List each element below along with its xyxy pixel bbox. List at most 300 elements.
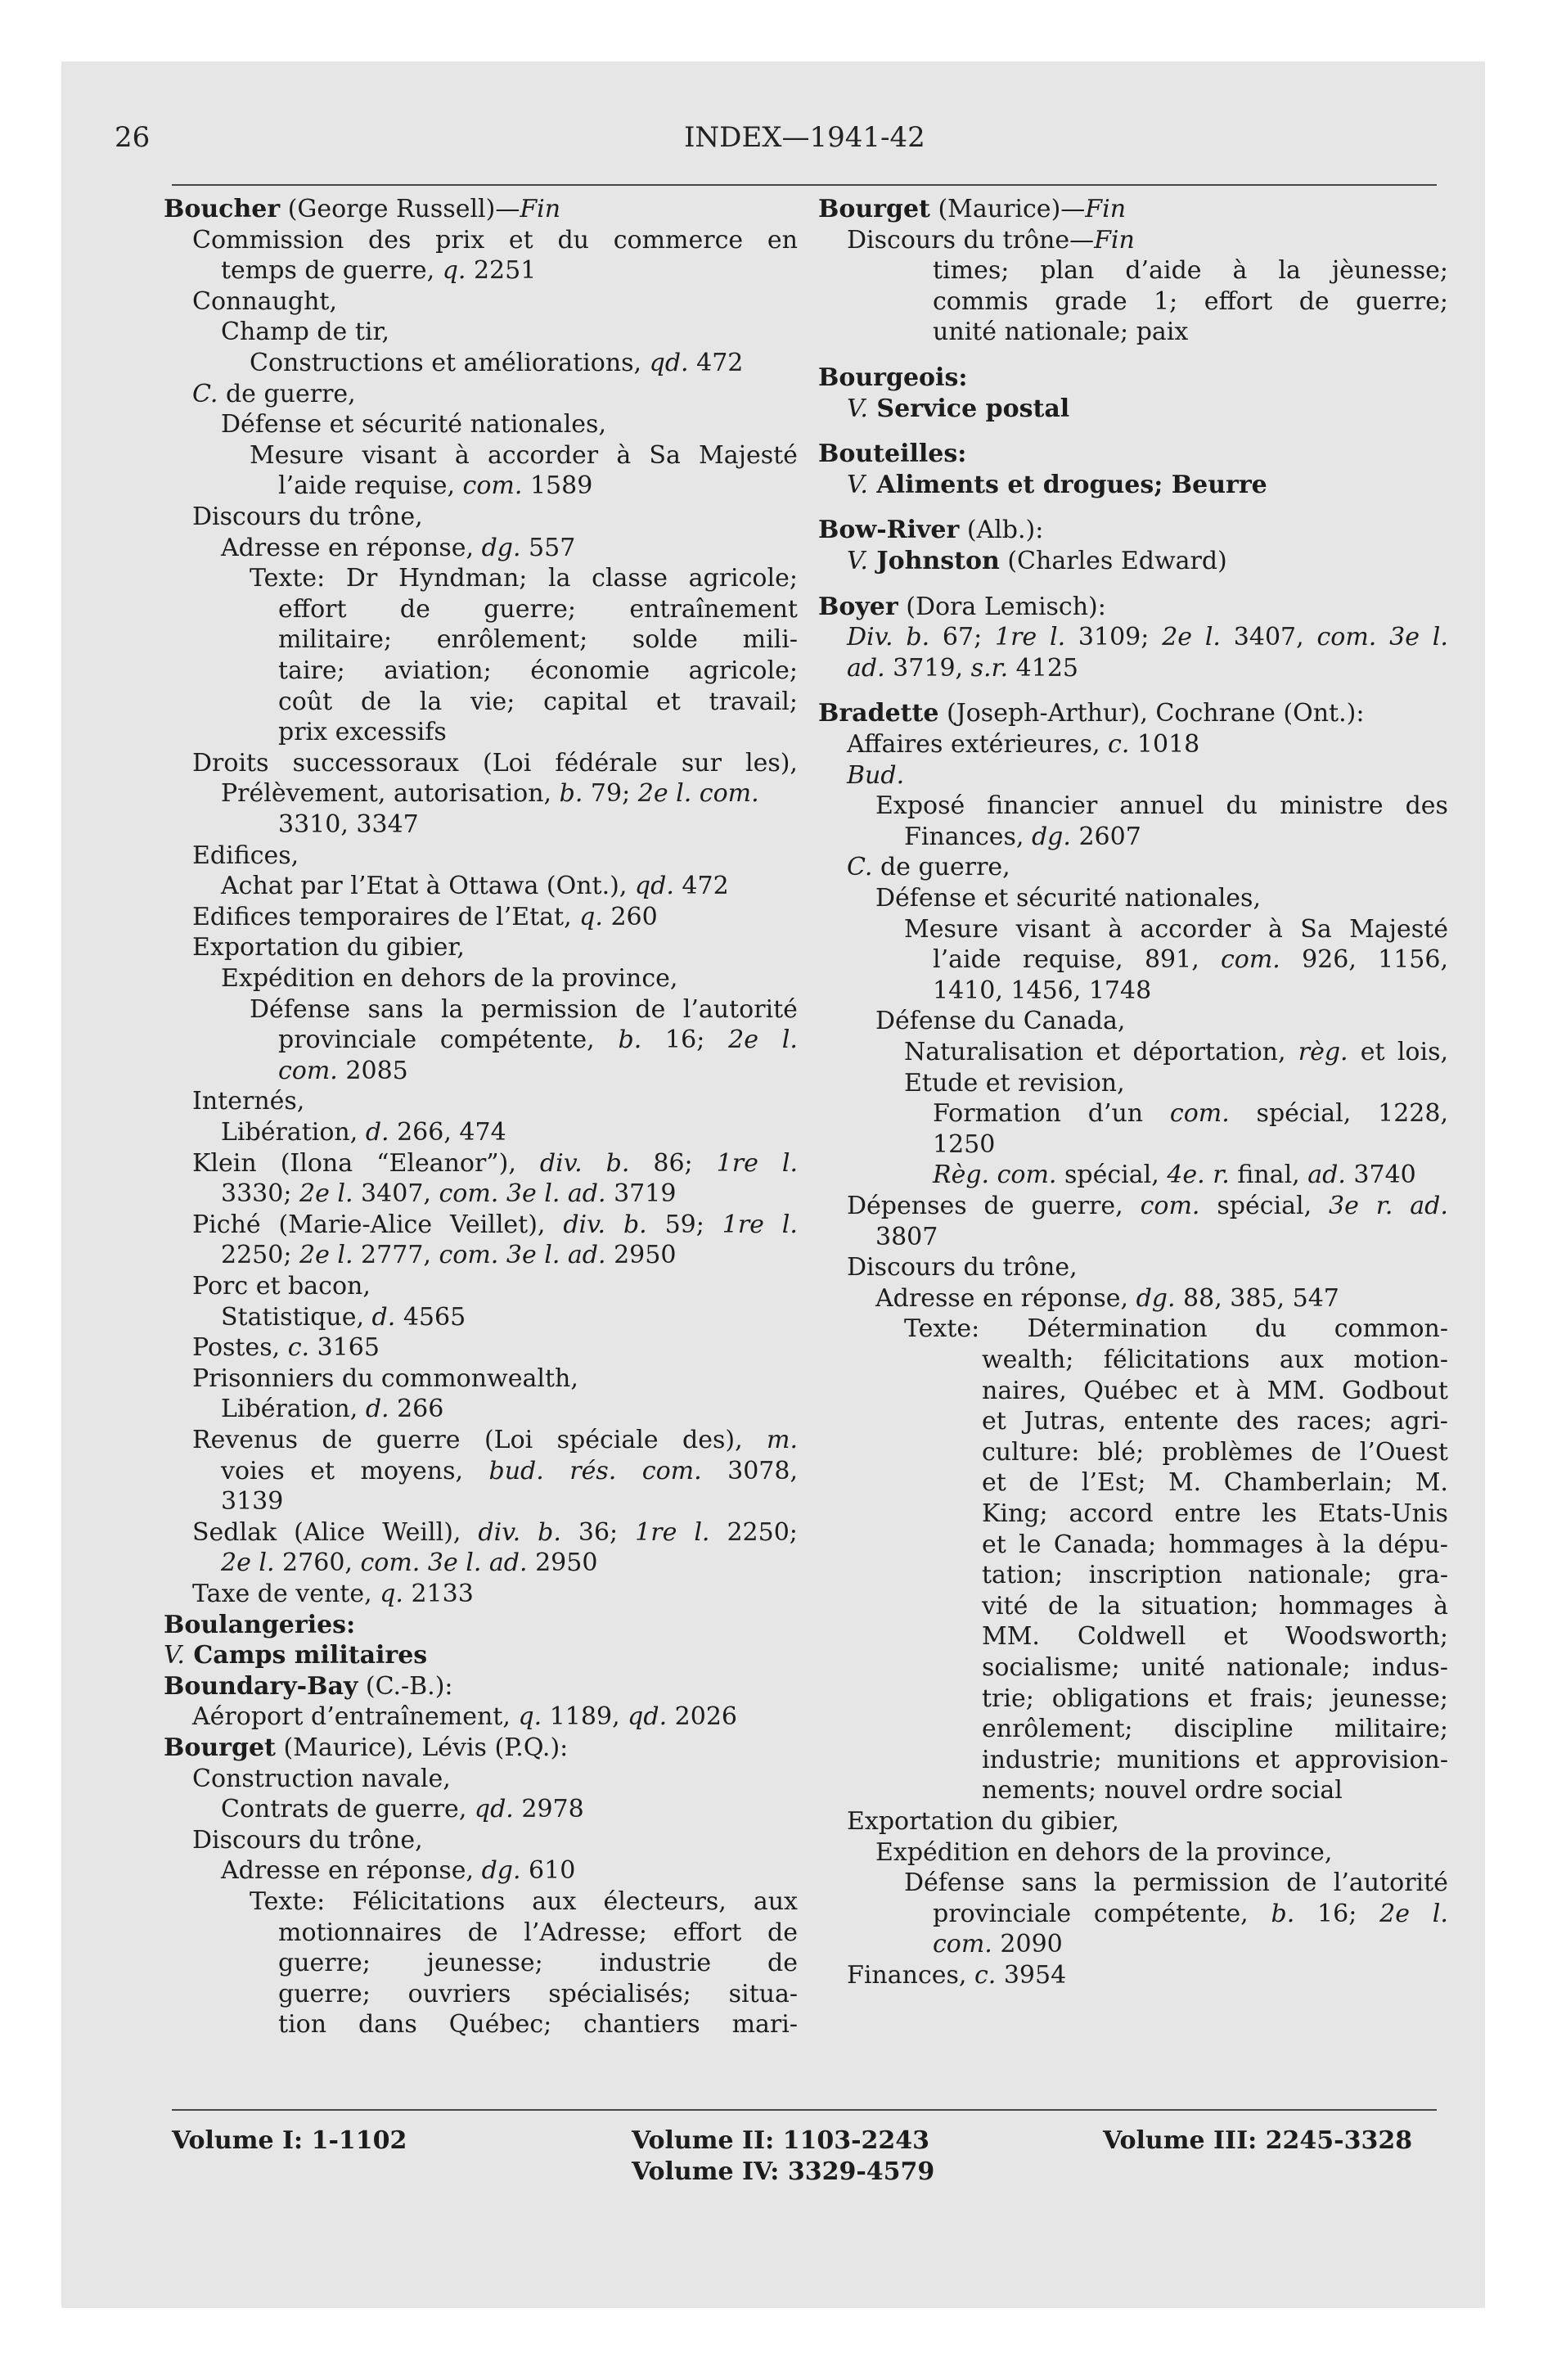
- volume-3-range: Volume III: 2245-3328: [1103, 2126, 1413, 2155]
- entry-text: M.: [1415, 1468, 1448, 1497]
- entry-text: l’autorité: [1333, 1868, 1448, 1897]
- entry-text: et: [982, 1468, 1006, 1497]
- entry-text: frais;: [1249, 1684, 1314, 1713]
- entry-text: 2e l.: [221, 1548, 275, 1577]
- entry-text: de: [1048, 1592, 1078, 1620]
- entry-text: 36;: [578, 1518, 619, 1547]
- entry-text: Taxe de vente,: [192, 1580, 380, 1608]
- entry-text: Discours du trône,: [847, 1253, 1078, 1282]
- entry-text: com.: [462, 471, 523, 500]
- entry-text: (Dora Lemisch):: [898, 593, 1106, 621]
- entry-text: Fin: [520, 195, 561, 223]
- index-line: [192, 1333, 380, 1362]
- entry-text: V.: [847, 394, 868, 423]
- entry-text: Champ de tir,: [221, 318, 390, 346]
- entry-text: Expédition en dehors de la province,: [875, 1838, 1333, 1867]
- index-line: [221, 1856, 575, 1885]
- entry-text: 1250: [933, 1130, 996, 1159]
- entry-text: 3719: [605, 1179, 677, 1208]
- index-line: [221, 410, 606, 439]
- index-line: [278, 1057, 408, 1085]
- volume-4-range: Volume IV: 3329-4579: [632, 2157, 935, 2186]
- entry-text: Coldwell: [1077, 1622, 1186, 1651]
- index-line: [933, 1130, 995, 1159]
- index-line: [982, 1684, 1448, 1713]
- entry-text: nationale;: [1248, 1561, 1372, 1589]
- entry-text: vie;: [470, 687, 515, 716]
- entry-text: q.: [518, 1702, 542, 1731]
- index-line: [982, 1438, 1448, 1467]
- index-line: [221, 1241, 676, 1269]
- entry-text: de: [1028, 1468, 1060, 1497]
- entry-text: unité nationale; paix: [933, 318, 1189, 346]
- entry-text: sans: [367, 995, 424, 1024]
- entry-text: jèunesse;: [1331, 256, 1448, 285]
- index-line: [221, 1395, 443, 1423]
- entry-text: 3330;: [221, 1179, 299, 1208]
- entry-text: V.: [847, 547, 868, 575]
- index-line: [221, 1179, 676, 1208]
- entry-text: ad.: [1307, 1161, 1346, 1189]
- entry-heading: Bouteilles:: [818, 439, 967, 468]
- entry-text: visant: [1015, 915, 1091, 944]
- entry-text: discipline: [1173, 1715, 1294, 1743]
- index-line: [904, 823, 1141, 851]
- entry-text: 2250;: [221, 1241, 299, 1269]
- entry-text: spécialisés;: [548, 1980, 691, 2008]
- index-line: [221, 1457, 798, 1485]
- index-line: [875, 884, 1261, 913]
- entry-text: 16;: [1317, 1900, 1357, 1928]
- entry-text: à: [1232, 256, 1248, 285]
- entry-text: 1re: [635, 1518, 677, 1547]
- entry-text: com.: [1220, 945, 1280, 974]
- entry-text: de guerre,: [872, 853, 1010, 881]
- entry-text: Défense: [250, 995, 351, 1024]
- entry-text: Sa: [1300, 915, 1332, 944]
- entry-text: b.: [605, 1149, 630, 1178]
- entry-text: commerce: [613, 226, 744, 255]
- index-line: [933, 1161, 1416, 1189]
- index-line: [192, 1149, 798, 1178]
- entry-text: le: [1019, 1530, 1042, 1559]
- entry-text: Règ. com.: [933, 1161, 1057, 1189]
- entry-text: effort: [1204, 287, 1273, 316]
- volume-1-range: Volume I: 1-1102: [172, 2126, 407, 2155]
- entry-text: Mesure: [904, 915, 999, 944]
- entry-text: 2e l.: [299, 1241, 353, 1269]
- entry-text: Div.: [847, 623, 893, 651]
- entry-text: classe: [592, 564, 668, 593]
- index-line: [278, 595, 798, 624]
- entry-text: Affaires extérieures,: [847, 730, 1109, 759]
- entry-text: ouvriers: [407, 1980, 511, 2008]
- entry-text: l.: [781, 1210, 798, 1239]
- index-line: [221, 872, 729, 900]
- entry-text: 1018: [1129, 730, 1200, 759]
- index-line: [221, 534, 575, 562]
- entry-text: Revenus: [192, 1426, 299, 1454]
- entry-text: (Alice: [294, 1518, 366, 1547]
- entry-text: Libération,: [221, 1395, 366, 1423]
- entry-text: mili-: [742, 625, 798, 654]
- entry-text: à: [1433, 1592, 1448, 1620]
- index-line: [982, 1407, 1448, 1436]
- entry-text: à: [1235, 1377, 1251, 1405]
- entry-text: Dr: [345, 564, 378, 593]
- entry-text: 67;: [942, 623, 983, 651]
- index-line: [933, 1099, 1448, 1128]
- entry-text: (Charles Edward): [999, 547, 1227, 575]
- entry-text: 891,: [1144, 945, 1199, 974]
- entry-text: agricole;: [688, 656, 798, 685]
- index-line: [192, 1702, 737, 1731]
- entry-text: b.: [618, 1025, 642, 1054]
- entry-text: King;: [982, 1499, 1048, 1528]
- entry-text: et: [310, 1457, 335, 1485]
- entry-text: 2978: [513, 1795, 584, 1823]
- entry-text: l’aide requise,: [278, 471, 463, 500]
- entry-text: l.: [1204, 623, 1221, 651]
- entry-text: problèmes: [1162, 1438, 1294, 1467]
- entry-text: 2e l. com.: [637, 779, 759, 808]
- entry-text: 3740: [1345, 1161, 1416, 1189]
- entry-text: 2950: [605, 1241, 677, 1269]
- entry-text: entraînement: [629, 595, 798, 624]
- entry-text: com. 3e l. ad.: [360, 1548, 528, 1577]
- entry-text: félicitations: [1103, 1346, 1250, 1374]
- entry-text: Klein: [192, 1149, 257, 1178]
- entry-heading: Boulangeries:: [164, 1611, 356, 1639]
- entry-text: (Ilona: [280, 1149, 353, 1178]
- index-line: [904, 915, 1448, 944]
- index-line: [982, 1346, 1448, 1374]
- entry-text: motion-: [1353, 1346, 1448, 1374]
- page-number: 26: [115, 121, 151, 154]
- entry-text: 4565: [395, 1303, 466, 1332]
- index-line: [192, 1765, 451, 1793]
- entry-text: dg.: [481, 534, 521, 562]
- entry-text: 16;: [665, 1025, 705, 1054]
- entry-text: (Joseph-Arthur), Cochrane (Ont.):: [938, 699, 1365, 728]
- entry-text: 610: [520, 1856, 576, 1885]
- entry-text: militaire;: [278, 625, 392, 654]
- entry-text: et: [655, 687, 681, 716]
- entry-text: 1410, 1456, 1748: [933, 976, 1152, 1005]
- entry-text: Commission: [192, 226, 344, 255]
- index-line: [847, 623, 1448, 651]
- index-line: [818, 516, 1043, 544]
- entry-text: dg.: [1136, 1284, 1176, 1313]
- entry-text: qd.: [474, 1795, 514, 1823]
- entry-text: l’Adresse;: [524, 1918, 648, 1947]
- entry-text: économie: [530, 656, 650, 685]
- entry-text: situa-: [728, 1980, 798, 2008]
- index-line: [982, 1499, 1448, 1528]
- index-line: [164, 1672, 453, 1701]
- entry-text: 3310, 3347: [278, 810, 419, 839]
- index-line: [847, 730, 1199, 759]
- entry-text: et: [982, 1407, 1006, 1436]
- entry-text: la: [1343, 1530, 1366, 1559]
- entry-text: com. 3e l. ad.: [439, 1179, 606, 1208]
- entry-text: 88, 385, 547: [1175, 1284, 1339, 1313]
- entry-text: com.: [933, 1930, 992, 1959]
- index-line: [278, 625, 798, 654]
- entry-text: l.: [1432, 623, 1448, 651]
- entry-text: 1re: [716, 1149, 758, 1178]
- entry-text: Droits: [192, 749, 269, 778]
- entry-text: de: [1311, 1438, 1342, 1467]
- entry-text: gra-: [1397, 1561, 1448, 1589]
- entry-text: 557: [520, 534, 576, 562]
- entry-text: 2133: [403, 1580, 474, 1608]
- entry-text: (Alb.):: [959, 516, 1044, 544]
- entry-text: 3719,: [884, 654, 971, 683]
- entry-text: Adresse en réponse,: [875, 1284, 1136, 1313]
- entry-text: Défense du Canada,: [875, 1007, 1126, 1035]
- entry-text: de: [1298, 287, 1330, 316]
- entry-text: ministre: [1280, 791, 1384, 820]
- entry-text: (George Russell)—: [280, 195, 520, 223]
- entry-text: guerre: [376, 1426, 461, 1454]
- index-line: [847, 547, 1227, 575]
- entry-text: b.: [1271, 1900, 1295, 1928]
- entry-text: des: [368, 226, 412, 255]
- index-line: [904, 1038, 1448, 1066]
- entry-text: l’aide: [933, 945, 1001, 974]
- index-line: [982, 1653, 1448, 1682]
- entry-text: unité: [1141, 1653, 1205, 1682]
- entry-text: d’aide: [1125, 256, 1202, 285]
- entry-text: d.: [371, 1303, 396, 1332]
- index-line: [221, 256, 536, 285]
- entry-text: annuel: [1119, 791, 1204, 820]
- index-line: [192, 1087, 304, 1116]
- entry-text: Prisonniers du commonwealth,: [192, 1364, 578, 1393]
- entry-text: ad.: [1410, 1192, 1448, 1220]
- entry-text: Weill),: [382, 1518, 461, 1547]
- entry-text: com.: [1140, 1192, 1200, 1220]
- entry-text: div.: [563, 1210, 606, 1239]
- index-line: [904, 1314, 1448, 1343]
- index-line: [933, 256, 1448, 285]
- entry-text: guerre;: [278, 1949, 371, 1977]
- entry-text: accord: [1069, 1499, 1154, 1528]
- entry-text: militaire;: [1334, 1715, 1448, 1743]
- entry-text: nationale;: [1226, 1653, 1351, 1682]
- index-line: [250, 1887, 798, 1916]
- entry-text: prix: [435, 226, 485, 255]
- entry-text: Naturalisation: [904, 1038, 1084, 1066]
- entry-text: fédérale: [555, 749, 658, 778]
- entry-text: r.: [1375, 1192, 1393, 1220]
- entry-text: la: [1098, 1592, 1122, 1620]
- entry-text: 2026: [667, 1702, 737, 1731]
- index-line: [982, 1468, 1448, 1497]
- entry-text: com. 3e l. ad.: [439, 1241, 606, 1269]
- entry-text: MM.: [982, 1622, 1040, 1651]
- entry-text: 3807: [875, 1223, 938, 1251]
- entry-text: prix excessifs: [278, 718, 447, 746]
- entry-text: Canada;: [1053, 1530, 1157, 1559]
- entry-text: Défense et sécurité nationales,: [221, 410, 606, 439]
- index-line: [192, 749, 798, 778]
- entry-text: Libération,: [221, 1118, 366, 1147]
- index-line: [278, 1025, 798, 1054]
- entry-text: (Marie-Alice: [278, 1210, 433, 1239]
- entry-text: Constructions et améliorations,: [250, 349, 650, 377]
- entry-text: 2e: [1162, 623, 1193, 651]
- index-line: [875, 1838, 1332, 1867]
- entry-text: 472: [673, 872, 729, 900]
- entry-text: l’Ouest: [1359, 1438, 1448, 1467]
- entry-text: Exportation du gibier,: [192, 933, 465, 962]
- entry-text: 3165: [309, 1333, 380, 1362]
- entry-heading: Bow-River: [818, 516, 960, 544]
- entry-text: 260: [602, 903, 658, 931]
- entry-text: accorder: [1140, 915, 1251, 944]
- entry-text: d.: [365, 1118, 389, 1147]
- index-line: [818, 195, 1126, 223]
- entry-text: Postes,: [192, 1333, 288, 1362]
- entry-text: guerre;: [278, 1980, 371, 2008]
- entry-text: s.r.: [970, 654, 1009, 683]
- entry-text: wealth;: [982, 1346, 1074, 1374]
- entry-text: 2607: [1070, 823, 1141, 851]
- index-line: [250, 441, 798, 470]
- entry-text: du: [1226, 791, 1258, 820]
- index-line: [933, 287, 1448, 316]
- entry-text: effort: [673, 1918, 742, 1947]
- header-rule: [172, 184, 1437, 186]
- entry-text: Achat par l’Etat à Ottawa (Ont.),: [221, 872, 635, 900]
- entry-text: Fin: [1094, 226, 1135, 255]
- index-line: [250, 349, 743, 377]
- entry-text: q.: [579, 903, 603, 931]
- index-line: [221, 1487, 283, 1516]
- entry-text: les: [1262, 1499, 1298, 1528]
- index-line: [982, 1746, 1448, 1774]
- entry-text: aviation;: [384, 656, 492, 685]
- entry-text: agricole;: [688, 564, 798, 593]
- entry-text: qd.: [634, 872, 674, 900]
- entry-text: visant: [362, 441, 437, 470]
- entry-text: la: [1278, 256, 1301, 285]
- entry-text: provinciale: [278, 1025, 417, 1054]
- entry-text: Mesure: [250, 441, 344, 470]
- entry-text: sans: [1021, 1868, 1078, 1897]
- entry-text: 2e: [728, 1025, 758, 1054]
- entry-text: requise,: [1022, 945, 1123, 974]
- entry-text: entente: [1123, 1407, 1219, 1436]
- index-line: [164, 1733, 568, 1762]
- entry-text: 86;: [653, 1149, 693, 1178]
- entry-text: Texte:: [904, 1314, 980, 1343]
- entry-text: Québec;: [448, 2010, 552, 2039]
- entry-text: les),: [745, 749, 798, 778]
- entry-text: à: [616, 441, 632, 470]
- entry-text: plan: [1040, 256, 1095, 285]
- entry-text: de: [322, 1426, 353, 1454]
- index-line: [221, 1303, 466, 1332]
- entry-text: b.: [906, 623, 930, 651]
- entry-heading: Boucher: [164, 195, 281, 223]
- entry-text: successoraux: [292, 749, 459, 778]
- entry-text: nements; nouvel ordre social: [982, 1776, 1343, 1805]
- entry-text: Discours du trône,: [192, 503, 423, 531]
- entry-text: V.: [164, 1641, 185, 1670]
- entry-text: enrôlement;: [436, 625, 588, 654]
- entry-text: (Loi: [483, 749, 532, 778]
- entry-text: 3407,: [1233, 623, 1304, 651]
- entry-text: 2250;: [727, 1518, 798, 1547]
- entry-text: motionnaires: [278, 1918, 442, 1947]
- entry-text: 1589: [522, 471, 593, 500]
- index-line: [982, 1377, 1448, 1405]
- entry-text: de: [767, 1918, 798, 1947]
- index-line: [982, 1715, 1448, 1743]
- entry-text: “Eleanor”),: [376, 1149, 516, 1178]
- index-line: [982, 1622, 1448, 1651]
- entry-text: div.: [478, 1518, 521, 1547]
- entry-text: hommages: [1278, 1592, 1414, 1620]
- entry-text: 2085: [337, 1057, 408, 1085]
- entry-text: à: [454, 441, 470, 470]
- entry-text: d.: [365, 1395, 389, 1423]
- index-line: [192, 380, 356, 408]
- entry-text: guerre;: [1356, 287, 1448, 316]
- entry-text: C.: [847, 853, 873, 881]
- entry-text: qd.: [628, 1702, 668, 1731]
- entry-text: munitions: [1116, 1746, 1241, 1774]
- entry-heading: Boundary-Bay: [164, 1672, 358, 1701]
- index-line: [818, 439, 966, 468]
- entry-text: qd.: [649, 349, 689, 377]
- entry-text: 2090: [992, 1930, 1063, 1959]
- index-line: [192, 226, 798, 255]
- entry-text: jeunesse;: [426, 1949, 543, 1977]
- index-line: [847, 761, 904, 790]
- entry-text: règ.: [1298, 1038, 1348, 1066]
- entry-text: de: [983, 1192, 1015, 1220]
- index-line: [278, 1949, 798, 1977]
- entry-text: provinciale: [933, 1900, 1072, 1928]
- entry-text: com.: [1169, 1099, 1230, 1128]
- entry-text: en: [767, 226, 798, 255]
- index-line: [192, 1364, 578, 1393]
- entry-text: vité: [982, 1592, 1028, 1620]
- index-line: [904, 1868, 1448, 1897]
- entry-text: Edifices temporaires de l’Etat,: [192, 903, 580, 931]
- entry-text: voies: [221, 1457, 285, 1485]
- index-line: [818, 699, 1364, 728]
- index-line: [904, 1069, 1125, 1098]
- entry-text: (C.-B.):: [358, 1672, 453, 1701]
- index-line: [192, 903, 658, 931]
- entry-text: 2e l.: [299, 1179, 353, 1208]
- entry-text: Discours du trône—: [847, 226, 1095, 255]
- entry-text: Veillet),: [449, 1210, 546, 1239]
- entry-text: agri-: [1389, 1407, 1448, 1436]
- entry-text: hommages: [1168, 1530, 1303, 1559]
- entry-text: spécial,: [1217, 1192, 1312, 1220]
- entry-text: 2950: [527, 1548, 598, 1577]
- index-line: [164, 195, 560, 223]
- index-line: [847, 1961, 1066, 1990]
- entry-text: Woodsworth;: [1285, 1622, 1448, 1651]
- entry-text: Québec: [1083, 1377, 1178, 1405]
